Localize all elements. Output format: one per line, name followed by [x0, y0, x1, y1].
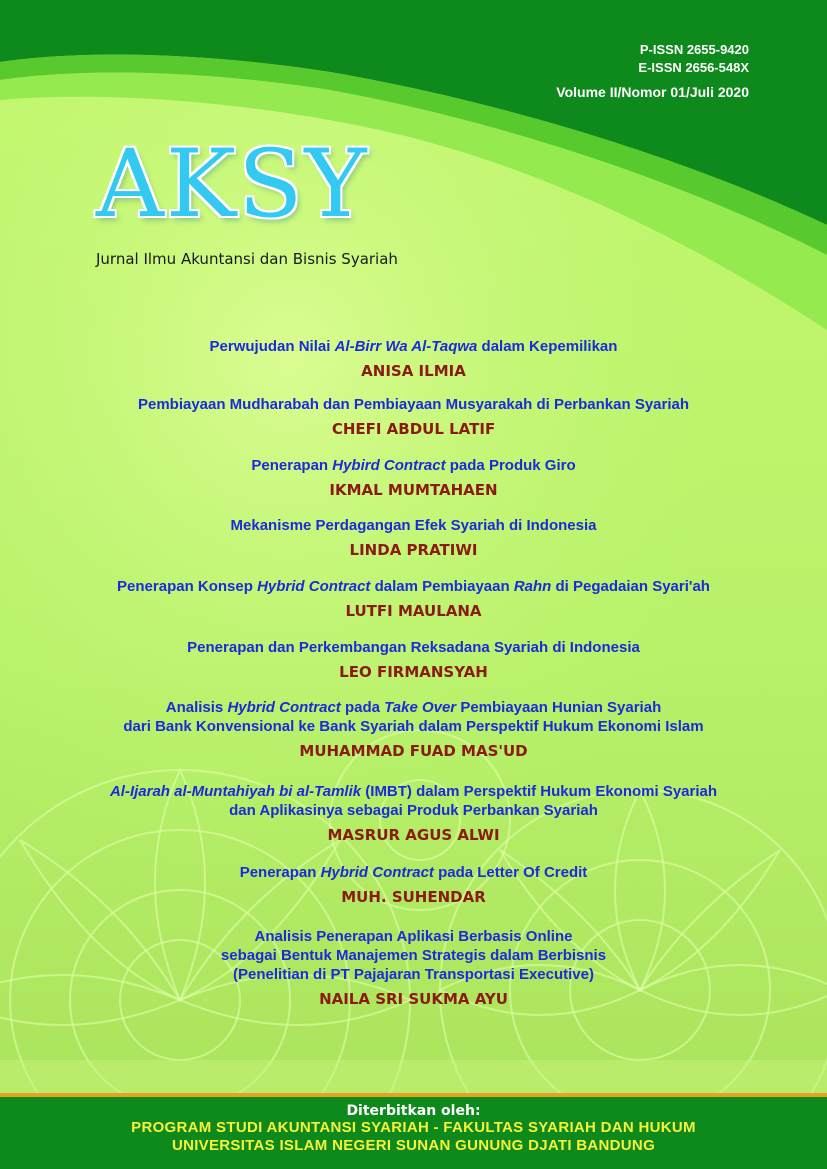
journal-subtitle: Jurnal Ilmu Akuntansi dan Bisnis Syariah: [96, 250, 398, 268]
publisher-line-1: PROGRAM STUDI AKUNTANSI SYARIAH - FAKULTAS SYARIAH DAN HUKUM: [131, 1119, 696, 1136]
article-entry: [0, 516, 827, 559]
article-author: IKMAL MUMTAHAEN: [329, 481, 498, 499]
article-author: LINDA PRATIWI: [349, 541, 478, 559]
article-author: LEO FIRMANSYAH: [339, 663, 488, 681]
article-title: Penerapan Konsep Hybrid Contract dalam Pembiayaan Rahn di Pegadaian Syari'ah: [117, 578, 710, 595]
article-author: ANISA ILMIA: [361, 362, 466, 380]
e-issn: E-ISSN 2656-548X: [638, 60, 749, 75]
article-title: Analisis Penerapan Aplikasi Berbasis Online sebagai Bentuk Manajemen Strategis dalam Berbisnis (Penelitian di PT Pajajaran Transportasi Executive): [220, 928, 607, 983]
publisher-label: Diterbitkan oleh:: [346, 1103, 481, 1119]
article-title: Al-Ijarah al-Muntahiyah bi al-Tamlik (IMBT) dalam Perspektif Hukum Ekonomi Syariah dan Aplikasinya sebagai Produk Perbankan Syariah: [109, 783, 718, 819]
article-author: MUH. SUHENDAR: [341, 888, 486, 906]
article-title: Analisis Hybrid Contract pada Take Over Pembiayaan Hunian Syariah dari Bank Konvensional ke Bank Syariah dalam Perspektif Hukum Ekonomi Islam: [123, 699, 704, 735]
article-title: Pembiayaan Mudharabah dan Pembiayaan Musyarakah di Perbankan Syariah: [137, 396, 690, 413]
article-entry: [0, 337, 827, 380]
article-entry: [0, 456, 827, 499]
article-author: MUHAMMAD FUAD MAS'UD: [299, 742, 528, 760]
article-entry: [0, 395, 827, 438]
journal-title: AKSY: [96, 130, 369, 239]
article-entry: [0, 927, 827, 1008]
article-title: Penerapan Hybrid Contract pada Letter Of Credit: [239, 864, 588, 881]
publisher-line-2: UNIVERSITAS ISLAM NEGERI SUNAN GUNUNG DJATI BANDUNG: [171, 1137, 656, 1154]
article-title: Perwujudan Nilai Al-Birr Wa Al-Taqwa dalam Kepemilikan: [209, 338, 618, 355]
article-title: Penerapan Hybird Contract pada Produk Giro: [251, 457, 576, 474]
article-author: LUTFI MAULANA: [345, 602, 482, 620]
article-title: Penerapan dan Perkembangan Reksadana Syariah di Indonesia: [187, 639, 640, 656]
article-entry: [0, 698, 827, 760]
article-entry: [0, 863, 827, 906]
article-author: MASRUR AGUS ALWI: [327, 826, 500, 844]
publisher-footer: [0, 1093, 827, 1169]
article-title: Mekanisme Perdagangan Efek Syariah di Indonesia: [230, 517, 597, 534]
volume-info: Volume II/Nomor 01/Juli 2020: [556, 84, 749, 100]
article-author: CHEFI ABDUL LATIF: [331, 420, 496, 438]
article-author: NAILA SRI SUKMA AYU: [319, 990, 508, 1008]
article-entry: [0, 577, 827, 620]
article-entry: [0, 782, 827, 844]
p-issn: P-ISSN 2655-9420: [639, 42, 749, 57]
article-entry: [0, 638, 827, 681]
